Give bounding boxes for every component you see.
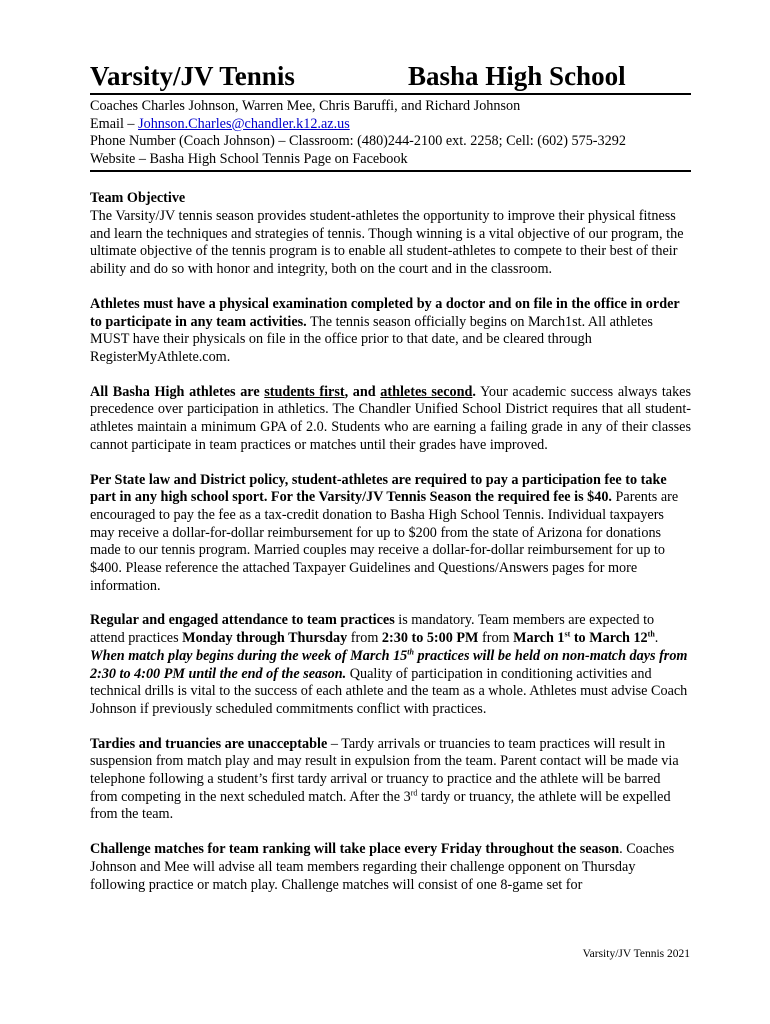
team-objective-heading: Team Objective <box>90 190 186 207</box>
page-title: Varsity/JV Tennis <box>90 61 295 91</box>
tardies-section <box>90 736 691 825</box>
attendance-section <box>90 612 691 718</box>
attendance-end: March 12 <box>589 630 648 647</box>
attendance-text-3: from <box>478 630 514 647</box>
tardies-body-2: tardy or truancy, the athlete will be expelled from the team. <box>90 788 671 823</box>
challenge-body: . Coaches Johnson and Mee will advise all team members regarding their challenge opponent on Thursday following practice or match play. Challenge matches will consist of one 8-game set for <box>90 841 675 893</box>
academics-lead-1: All Basha High athletes are <box>90 383 265 400</box>
academics-section <box>90 384 691 455</box>
email-line <box>90 116 691 134</box>
website-line: Website – Basha High School Tennis Page on Facebook <box>90 150 408 167</box>
phone-line: Phone Number (Coach Johnson) – Classroom: (480)244-2100 ext. 2258; Cell: (602) 575-3292 <box>90 133 626 150</box>
fee-section <box>90 472 691 596</box>
academics-lead-3: . <box>472 383 476 400</box>
attendance-start: March 1 <box>513 630 565 647</box>
attendance-italic-1: When match play begins during the week of March 15 <box>90 647 408 664</box>
physical-lead: Athletes must have a physical examination completed by a doctor and on file in the office in order to participate in any team activities. <box>90 295 680 330</box>
document-page <box>90 60 691 894</box>
attendance-days: Monday through Thursday <box>182 630 348 647</box>
challenge-section <box>90 841 691 894</box>
school-name: Basha High School <box>408 61 626 91</box>
attendance-lead: Regular and engaged attendance to team practices <box>90 612 395 629</box>
page-footer: Varsity/JV Tennis 2021 <box>582 948 690 960</box>
attendance-time: 2:30 to 5:00 PM <box>381 630 479 647</box>
team-objective-body: The Varsity/JV tennis season provides student-athletes the opportunity to improve their physical fitness and learn the techniques and strategies of tennis. Though winning is a vital objective of our program, the ultimate objective of the tennis program is to enable all student-athletes to compete to their best of their ability and do so with honor and integrity, both on the court and in the classroom. <box>90 208 684 278</box>
team-objective-section <box>90 190 691 279</box>
academics-body: Your academic success always takes precedence over participation in athletics. The Chandler Unified School District requires that all student-athletes maintain a minimum GPA of 2.0. Students who are earning a failing grade in any of their classes cannot participate in team practices or matches until their grades have improved. <box>90 383 692 453</box>
email-label: Email – <box>90 115 139 132</box>
attendance-body: Quality of participation in conditioning activities and technical drills is vital to the success of each athlete and the team as a whole. Athletes must advise Coach Johnson if previously scheduled commitments conflict with practices. <box>90 665 688 717</box>
attendance-start-sup: st <box>564 629 571 639</box>
tardies-body-1: – Tardy arrivals or truancies to team practices will result in suspension from match play and may result in expulsion from the team. Parent contact will be made via telephone following a student’s first tardy arrival or truancy to practice and the athlete will be barred from competing in the next scheduled match. After the 3 <box>90 735 679 805</box>
title-row <box>90 60 691 95</box>
attendance-italic-2: practices will be held on non-match days from 2:30 to 4:00 PM until the end of the season. <box>90 647 688 682</box>
academics-students-first: students first <box>264 383 345 400</box>
attendance-text-2: from <box>347 630 382 647</box>
attendance-text-1: is mandatory. Team members are expected to attend practices <box>90 612 655 647</box>
academics-athletes-second: athletes second <box>380 383 473 400</box>
physical-section <box>90 296 691 367</box>
tardies-lead: Tardies and truancies are unacceptable <box>90 735 328 752</box>
attendance-text-5: . <box>654 630 659 647</box>
challenge-lead: Challenge matches for team ranking will take place every Friday throughout the season <box>90 841 620 858</box>
physical-body: The tennis season officially begins on March1st. All athletes MUST have their physicals on file in the office prior to that date, and be cleared through RegisterMyAthlete.com. <box>90 313 653 365</box>
coaches-line: Coaches Charles Johnson, Warren Mee, Chris Baruffi, and Richard Johnson <box>90 98 521 114</box>
fee-lead: Per State law and District policy, student-athletes are required to pay a participation fee to take part in any high school sport. For the Varsity/JV Tennis Season the required fee is $40. <box>90 471 667 506</box>
fee-body: Parents are encouraged to pay the fee as a tax-credit donation to Basha High School Tennis. Individual taxpayers may receive a dollar-for-dollar reimbursement for up to $200 from the state of Arizona for donations made to our tennis program. Married couples may receive a dollar-for-dollar reimbursement for up to $400. Please reference the attached Taxpayer Guidelines and Questions/Answers pages for more information. <box>90 489 679 594</box>
tardies-sup: rd <box>410 788 418 798</box>
academics-lead-2: , and <box>344 383 381 400</box>
email-link[interactable]: Johnson.Charles@chandler.k12.az.us <box>138 115 350 132</box>
attendance-end-sup: th <box>647 629 655 639</box>
contact-block <box>90 95 691 172</box>
attendance-italic-sup: th <box>407 647 414 657</box>
attendance-text-4: to <box>570 630 590 647</box>
